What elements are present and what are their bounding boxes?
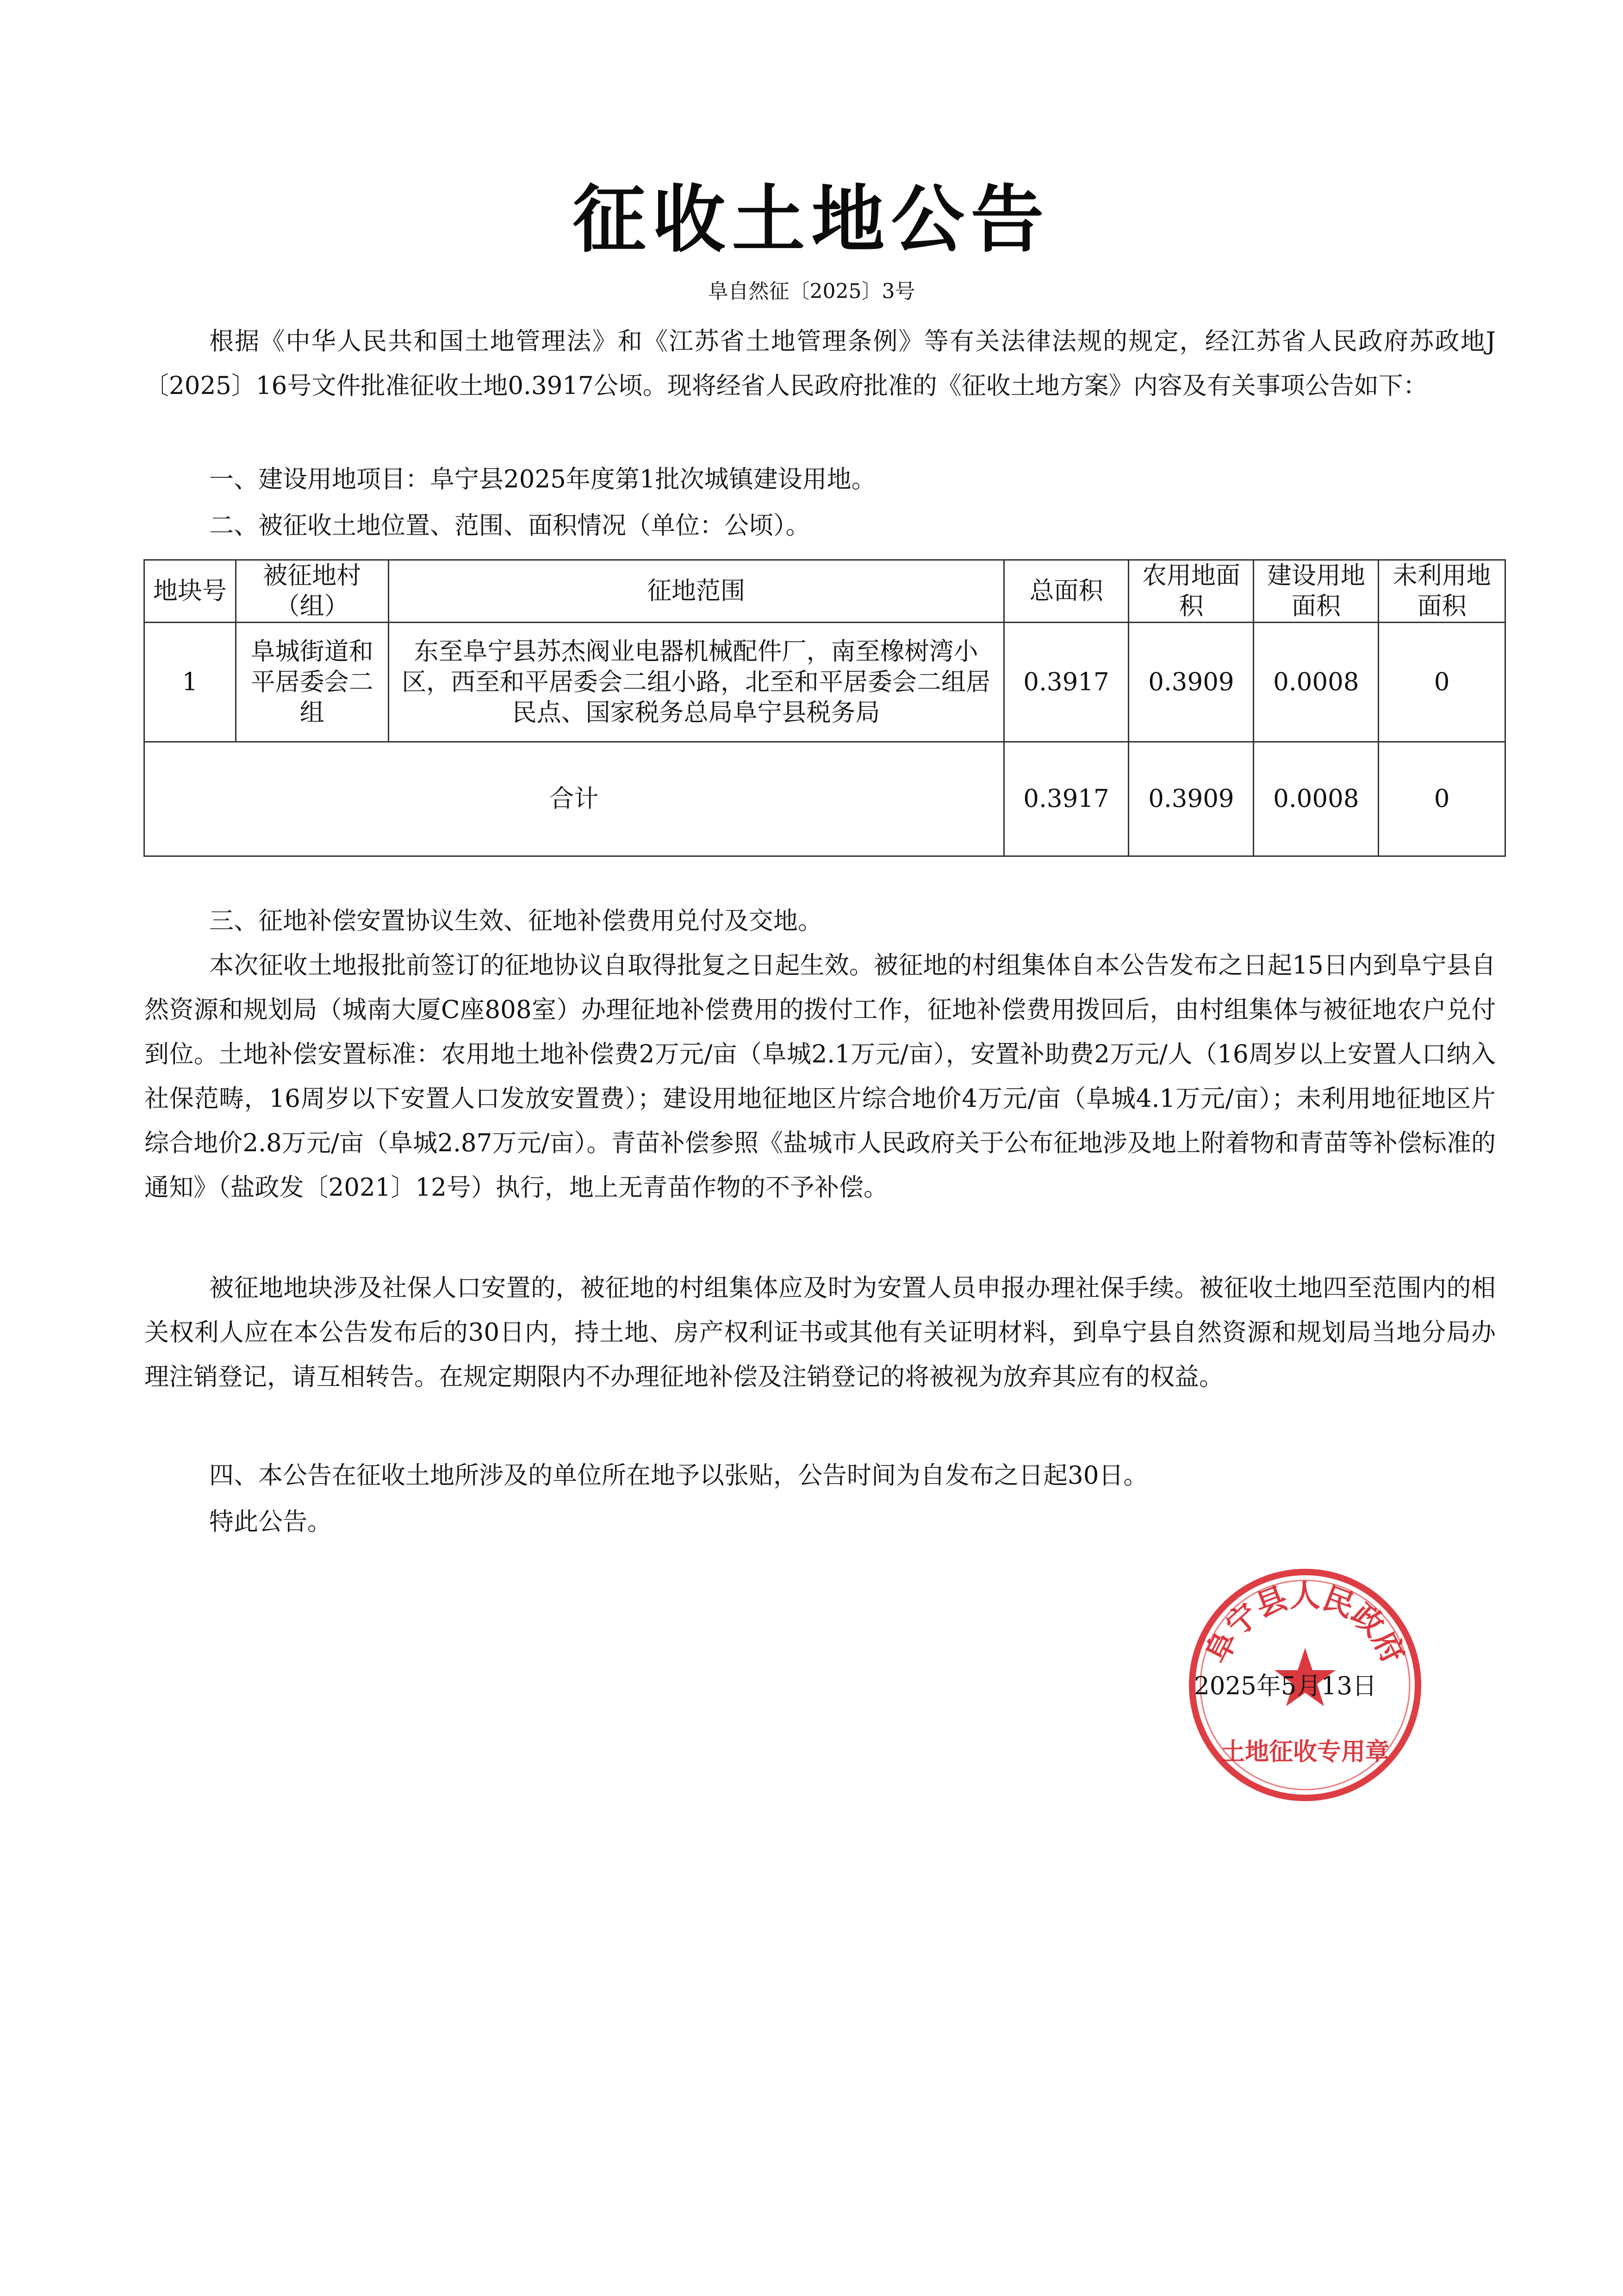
sum-construction-area: 0.0008 [1254,742,1379,856]
table-row [144,623,1505,742]
header-cell: 总面积 [1004,560,1129,623]
header-cell: 农用地面积 [1129,560,1254,623]
document-number: 阜自然征〔2025〕3号 [708,280,915,303]
village-group: 阜城街道和平居委会二组 [236,623,388,742]
header-cell: 未利用地面积 [1379,560,1505,623]
farmland-area: 0.3909 [1129,623,1254,742]
header-cell: 征地范围 [388,560,1004,623]
page-title: 征收土地公告 [572,177,1051,262]
total-area: 0.3917 [1004,623,1129,742]
sum-label: 合计 [144,742,1004,856]
sum-farmland-area: 0.3909 [1129,742,1254,856]
item-1: 一、建设用地项目：阜宁县2025年度第1批次城镇建设用地。 [209,465,876,493]
closing: 特此公告。 [209,1508,332,1536]
header-cell: 建设用地面积 [1254,560,1379,623]
seal-bottom-text: 土地征收专用章 [1220,1738,1390,1766]
item-3: 三、征地补偿安置协议生效、征地补偿费用兑付及交地。 [209,907,822,935]
construction-area: 0.0008 [1254,623,1379,742]
header-cell: 地块号 [144,560,236,623]
land-table [143,559,1506,857]
table-header-row [144,560,1505,623]
header-cell: 被征地村（组） [236,560,388,623]
table-sum-row [144,742,1505,856]
compensation-paragraph: 本次征收土地报批前签订的征地协议自取得批复之日起生效。被征地的村组集体自本公告发布之日起15日内到阜宁县自然资源和规划局（城南大厦C座808室）办理征地补偿费用的拨付工作，征地补偿费用拨回后，由村组集体与被征地农户兑付到位。土地补偿安置标准：农用地土地补偿费2万元/亩（阜城2.1万元/亩），安置补助费2万元/人（16周岁以上安置人口纳入社保范畴，16周岁以下安置人口发放安置费）；建设用地征地区片综合地价4万元/亩（阜城4.1万元/亩）；未利用地征地区片综合地价2.8万元/亩（阜城2.87万元/亩）。青苗补偿参照《盐城市人民政府关于公布征地涉及地上附着物和青苗等补偿标准的通知》（盐政发〔2021〕12号）执行，地上无青苗作物的不予补偿。 [144,951,1496,1202]
seal-top-text: 阜宁县人民政府 [1199,1578,1412,1669]
scope: 东至阜宁县苏杰阀业电器机械配件厂，南至橡树湾小区，西至和平居委会二组小路，北至和平居委会二组居民点、国家税务总局阜宁县税务局 [388,623,1004,742]
sum-unused-area: 0 [1379,742,1505,856]
registration-paragraph: 被征地地块涉及社保人口安置的，被征地的村组集体应及时为安置人员申报办理社保手续。被征收土地四至范围内的相关权利人应在本公告发布后的30日内，持土地、房产权利证书或其他有关证明材料，到阜宁县自然资源和规划局当地分局办理注销登记，请互相转告。在规定期限内不办理征地补偿及注销登记的将被视为放弃其应有的权益。 [144,1274,1496,1391]
intro-paragraph: 根据《中华人民共和国土地管理法》和《江苏省土地管理条例》等有关法律法规的规定，经江苏省人民政府苏政地J〔2025〕16号文件批准征收土地0.3917公顷。现将经省人民政府批准的《征收土地方案》内容及有关事项公告如下： [144,327,1496,400]
item-4: 四、本公告在征收土地所涉及的单位所在地予以张贴，公告时间为自发布之日起30日。 [209,1461,1148,1490]
issue-date: 2025年5月13日 [1194,1672,1377,1700]
item-2: 二、被征收土地位置、范围、面积情况（单位：公顷）。 [209,512,810,540]
parcel-number: 1 [144,623,236,742]
sum-total-area: 0.3917 [1004,742,1129,856]
unused-area: 0 [1379,623,1505,742]
